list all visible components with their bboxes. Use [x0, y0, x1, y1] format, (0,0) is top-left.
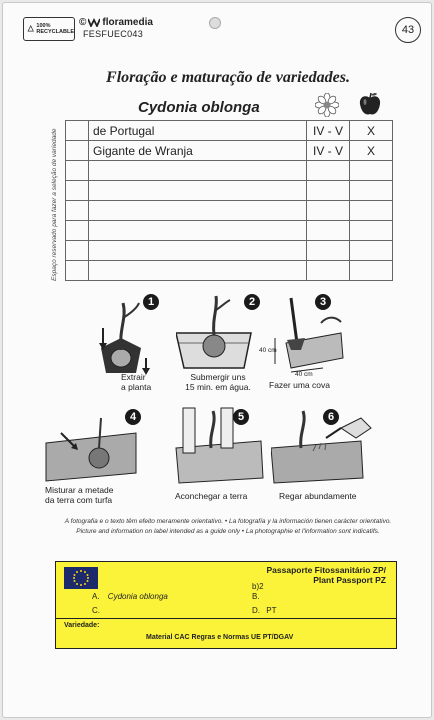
- variety-row: [66, 181, 393, 201]
- recyclable-badge: [23, 17, 75, 41]
- passport-title-1: Passaporte Fitossanitário ZP/: [266, 565, 386, 575]
- variety-check-cell: [66, 181, 89, 201]
- passport-d-value: PT: [266, 606, 277, 615]
- step-4-caption-1: Misturar a metade: [45, 485, 114, 495]
- step-5-illustration: [171, 403, 271, 498]
- variety-name: Gigante de Wranja: [89, 141, 307, 161]
- eu-flag-icon: [64, 567, 98, 589]
- variety-maturity: X: [350, 141, 393, 161]
- step-4: [41, 403, 141, 513]
- variety-check-cell: [66, 221, 89, 241]
- recyclable-word: RECYCLABLE: [36, 29, 74, 35]
- recyclable-text: [36, 23, 74, 35]
- variety-maturity: [350, 261, 393, 281]
- variety-check-cell: [66, 201, 89, 221]
- step-3-caption-1: Fazer uma cova: [269, 380, 330, 390]
- variety-name: [89, 201, 307, 221]
- step-1: [81, 288, 181, 398]
- step-1-caption-2: a planta: [121, 382, 152, 392]
- plant-passport: [55, 561, 397, 649]
- variety-row: [66, 161, 393, 181]
- variety-check-cell: [66, 141, 89, 161]
- step-5-caption-1: Aconchegar a terra: [175, 491, 248, 501]
- variety-maturity: [350, 221, 393, 241]
- variety-check-cell: [66, 161, 89, 181]
- variety-flowering: [307, 201, 350, 221]
- disclaimer-line-1: A fotografia e o texto têm efeito meramente orientativo. • La fotografía y la información tienen carácter orientativo.: [64, 518, 392, 525]
- variety-row: [66, 141, 393, 161]
- variety-check-cell: [66, 121, 89, 141]
- step-2-badge: 2: [244, 294, 260, 310]
- variety-selection-note: Espaço reservado para fazer a seleção de variedade: [51, 128, 58, 281]
- page-number: 43: [395, 17, 421, 43]
- disclaimer: [43, 517, 413, 537]
- passport-a-value: Cydonia oblonga: [107, 592, 168, 601]
- variety-check-cell: [66, 241, 89, 261]
- disclaimer-line-2: Picture and information on label intended as a guide only • La photographie et l'information sont indicatifs.: [76, 528, 380, 535]
- variety-table: [65, 120, 393, 281]
- passport-material: Material CAC Regras e Normas UE PT/DGAV: [146, 634, 294, 641]
- seed-label-card: [2, 2, 432, 718]
- variety-maturity: X: [350, 121, 393, 141]
- step-3-badge: 3: [315, 294, 331, 310]
- product-code: FESFUEC043: [83, 29, 144, 39]
- step-4-badge: 4: [125, 409, 141, 425]
- passport-b-label: B.: [252, 592, 260, 601]
- passport-c-label: C.: [92, 606, 100, 615]
- variety-row: [66, 261, 393, 281]
- step-3: [261, 288, 361, 398]
- passport-b2: b)2: [252, 582, 264, 591]
- apple-icon: [358, 91, 382, 117]
- recycle-icon: [27, 22, 34, 36]
- step-6-badge: 6: [323, 409, 339, 425]
- step-3-width-label: 40 cm: [295, 371, 313, 378]
- variety-maturity: [350, 241, 393, 261]
- variety-row: [66, 201, 393, 221]
- step-5-badge: 5: [233, 409, 249, 425]
- step-6-caption-1: Regar abundamente: [279, 491, 357, 501]
- brand-name: floramedia: [102, 17, 153, 28]
- variety-check-cell: [66, 261, 89, 281]
- variety-name: [89, 221, 307, 241]
- step-2-caption-1: Submergir uns: [190, 372, 246, 382]
- copyright-symbol: ©: [79, 17, 87, 28]
- floramedia-logo-icon: [88, 18, 100, 27]
- variety-flowering: [307, 261, 350, 281]
- recyclable-percent: 100%: [36, 23, 51, 29]
- passport-variety-label: Variedade:: [64, 622, 100, 629]
- step-1-caption-1: Extrair: [121, 372, 146, 382]
- hanging-hole: [209, 17, 221, 29]
- species-name: Cydonia oblonga: [138, 99, 260, 116]
- variety-name: [89, 241, 307, 261]
- variety-row: [66, 221, 393, 241]
- variety-name: [89, 181, 307, 201]
- variety-maturity: [350, 181, 393, 201]
- step-1-badge: 1: [143, 294, 159, 310]
- variety-flowering: IV - V: [307, 141, 350, 161]
- variety-flowering: [307, 241, 350, 261]
- step-3-depth-label: 40 cm: [259, 347, 277, 354]
- brand: [79, 17, 153, 28]
- variety-name: [89, 161, 307, 181]
- variety-flowering: [307, 181, 350, 201]
- passport-title: [266, 565, 386, 585]
- flower-icon: [315, 93, 339, 117]
- variety-flowering: [307, 161, 350, 181]
- passport-row-d: [252, 606, 276, 615]
- passport-d-label: D.: [252, 606, 260, 615]
- passport-row-a: [92, 592, 168, 601]
- page-title: Floração e maturação de variedades.: [106, 69, 350, 86]
- variety-flowering: IV - V: [307, 121, 350, 141]
- step-5: [171, 403, 271, 513]
- variety-maturity: [350, 161, 393, 181]
- passport-title-2: Plant Passport PZ: [313, 575, 386, 585]
- variety-maturity: [350, 201, 393, 221]
- step-2-caption-2: 15 min. em água.: [185, 382, 251, 392]
- passport-divider: [56, 618, 396, 619]
- variety-name: de Portugal: [89, 121, 307, 141]
- variety-flowering: [307, 221, 350, 241]
- variety-row: [66, 121, 393, 141]
- step-6: [271, 403, 371, 513]
- step-4-caption-2: da terra com turfa: [45, 495, 113, 505]
- passport-a-label: A.: [92, 592, 100, 601]
- variety-row: [66, 241, 393, 261]
- variety-name: [89, 261, 307, 281]
